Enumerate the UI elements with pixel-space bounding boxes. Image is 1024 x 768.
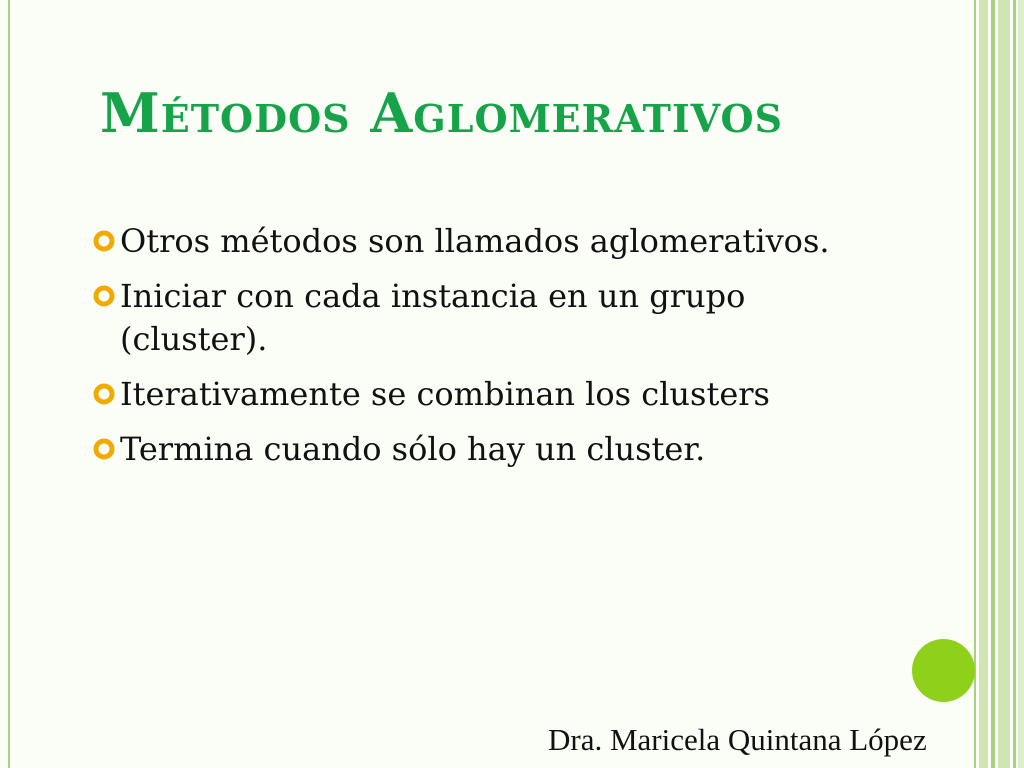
bullet-list	[90, 220, 890, 483]
ring-bullet-icon	[93, 383, 115, 405]
bullet-item	[90, 428, 890, 471]
slide-title: Métodos Aglomerativos	[100, 81, 784, 145]
bullet-item	[90, 275, 890, 361]
bullet-text: Otros métodos son llamados aglomerativos.	[120, 222, 830, 260]
right-stripe	[998, 0, 1010, 768]
right-stripe	[979, 0, 988, 768]
right-stripe	[1013, 0, 1016, 768]
bullet-text: Iniciar con cada instancia en un grupo (cluster).	[120, 277, 746, 358]
bullet-text: Termina cuando sólo hay un cluster.	[120, 430, 706, 468]
left-frame-line	[8, 0, 10, 768]
bullet-item	[90, 220, 890, 263]
ring-bullet-icon	[93, 285, 115, 307]
ring-bullet-icon	[93, 230, 115, 252]
decorative-circle	[912, 639, 975, 702]
footer-author: Dra. Maricela Quintana López	[548, 722, 927, 757]
right-stripe	[991, 0, 995, 768]
bullet-item	[90, 373, 890, 416]
bullet-text: Iterativamente se combinan los clusters	[120, 375, 770, 413]
ring-bullet-icon	[93, 438, 115, 460]
right-stripe	[974, 0, 976, 768]
right-stripe	[1018, 0, 1024, 768]
